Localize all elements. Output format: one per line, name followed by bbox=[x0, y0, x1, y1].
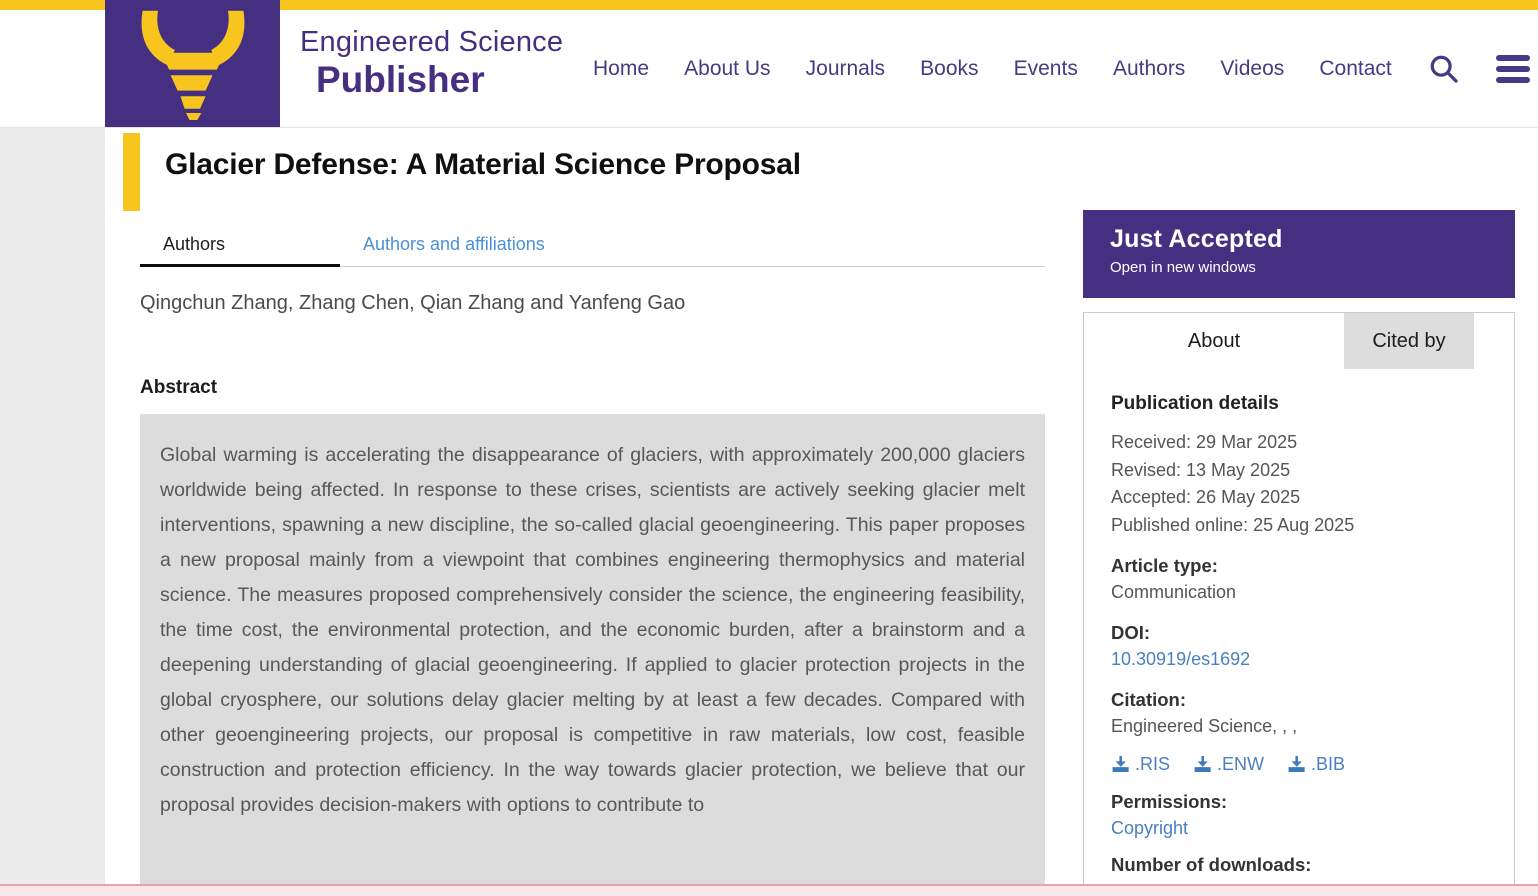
brand-text[interactable] bbox=[300, 26, 563, 102]
download-ris-link[interactable] bbox=[1111, 754, 1170, 775]
download-bib-label: .BIB bbox=[1311, 754, 1346, 774]
tab-authors-and-affiliations[interactable]: Authors and affiliations bbox=[363, 234, 545, 254]
brand-line-1: Engineered Science bbox=[300, 26, 564, 58]
received-date: Received: 29 Mar 2025 bbox=[1111, 432, 1298, 452]
nav-videos[interactable]: Videos bbox=[1220, 56, 1285, 80]
author-tabs bbox=[140, 224, 1045, 267]
tab-authors[interactable]: Authors bbox=[140, 224, 340, 267]
copyright-link[interactable]: Copyright bbox=[1111, 818, 1189, 838]
nav-books[interactable]: Books bbox=[920, 56, 979, 80]
article-type-label: Article type: bbox=[1111, 555, 1218, 576]
main-nav bbox=[593, 10, 1530, 127]
accepted-date: Accepted: 26 May 2025 bbox=[1111, 487, 1301, 507]
abstract-text: Global warming is accelerating the disappearance of glaciers, with approximately 200,000 glaciers worldwide being affected. In response to these crises, scientists are actively seeking glacier melt interventions, spawning a new discipline, the so-called glacial geoengineering. This paper proposes a new proposal mainly from a viewpoint that combines engineering thermophysics and material science. The measures proposed comprehensively consider the science, the engineering feasibility, the time cost, the environmental protection, and the economic burden, after a brainstorm and a deepening understanding of glacial geoengineering. If applied to glacier protection projects in the global cryosphere, our solutions delay glacier melting by at least a few decades. Compared with other geoengineering projects, our proposal is competitive in raw materials, low cost, feasible construction and protection efficiency. In the way towards glacier protection, we believe that our proposal provides decision-makers with options to contribute to bbox=[140, 414, 1045, 896]
doi-label: DOI: bbox=[1111, 622, 1151, 643]
notice-bar bbox=[0, 884, 1538, 896]
publication-details-heading: Publication details bbox=[1111, 393, 1279, 414]
nav-home[interactable]: Home bbox=[593, 56, 650, 80]
citation-download-row bbox=[1111, 754, 1488, 775]
number-of-downloads-label: Number of downloads: bbox=[1111, 854, 1312, 875]
doi-link[interactable]: 10.30919/es1692 bbox=[1111, 649, 1251, 669]
title-accent-bar bbox=[123, 133, 140, 211]
left-gutter bbox=[0, 128, 105, 896]
download-ris-label: .RIS bbox=[1135, 754, 1171, 774]
nav-authors[interactable]: Authors bbox=[1112, 56, 1186, 80]
download-icon bbox=[1287, 755, 1306, 774]
download-icon bbox=[1111, 755, 1130, 774]
article-info-card bbox=[1083, 312, 1515, 896]
nav-events[interactable]: Events bbox=[1013, 56, 1078, 80]
download-icon bbox=[1193, 755, 1212, 774]
publisher-logo[interactable] bbox=[105, 0, 280, 127]
menu-icon[interactable] bbox=[1496, 55, 1530, 83]
tab-about[interactable]: About bbox=[1187, 330, 1241, 352]
published-online-date: Published online: 25 Aug 2025 bbox=[1111, 514, 1355, 535]
download-enw-label: .ENW bbox=[1217, 754, 1265, 774]
permissions-label: Permissions: bbox=[1111, 791, 1228, 812]
page-title: Glacier Defense: A Material Science Proposal bbox=[165, 148, 801, 181]
download-bib-link[interactable] bbox=[1287, 754, 1345, 775]
download-enw-link[interactable] bbox=[1193, 754, 1264, 775]
article-type-value: Communication bbox=[1111, 582, 1237, 602]
citation-value: Engineered Science, , , bbox=[1111, 716, 1298, 736]
just-accepted-banner[interactable] bbox=[1083, 210, 1515, 298]
author-list: Qingchun Zhang, Zhang Chen, Qian Zhang and Yanfeng Gao bbox=[140, 292, 686, 314]
banner-title: Just Accepted bbox=[1110, 225, 1283, 253]
nav-about-us[interactable]: About Us bbox=[684, 56, 771, 80]
citation-label: Citation: bbox=[1111, 689, 1187, 710]
info-card-body bbox=[1084, 369, 1514, 876]
brand-line-2: Publisher bbox=[316, 59, 485, 101]
search-icon[interactable] bbox=[1427, 52, 1461, 86]
tab-cited-by[interactable]: Cited by bbox=[1344, 313, 1474, 369]
revised-date: Revised: 13 May 2025 bbox=[1111, 459, 1291, 480]
banner-subtitle: Open in new windows bbox=[1110, 259, 1256, 276]
info-card-tabs bbox=[1084, 313, 1514, 369]
abstract-heading: Abstract bbox=[140, 377, 218, 398]
nav-contact[interactable]: Contact bbox=[1319, 56, 1392, 80]
nav-journals[interactable]: Journals bbox=[805, 56, 886, 80]
